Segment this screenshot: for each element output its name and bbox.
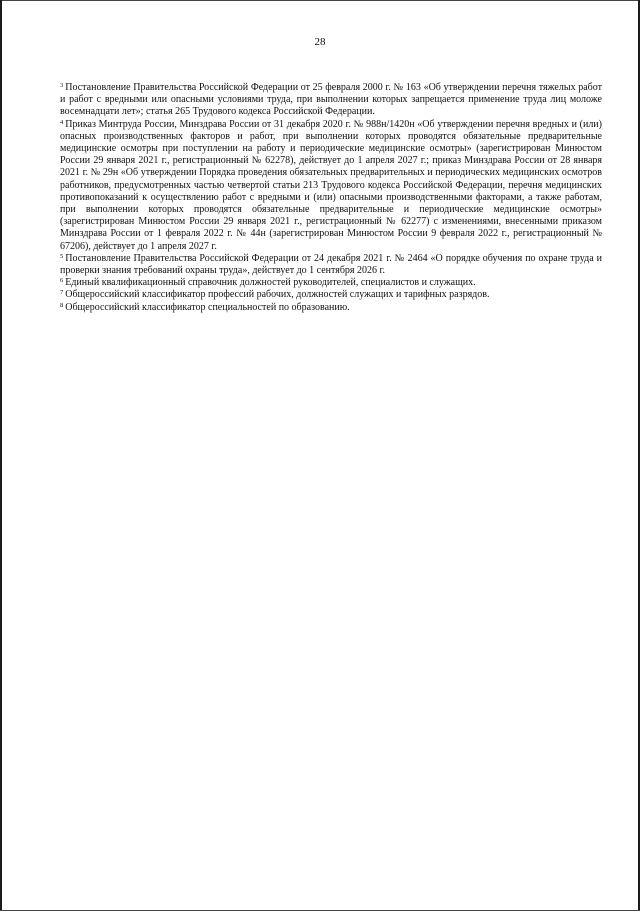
footnote-8 (60, 302, 602, 314)
scan-edge-left (0, 0, 2, 911)
footnote-3 (60, 82, 602, 119)
footnotes-section (60, 82, 602, 314)
footnote-text: Единый квалификационный справочник должностей руководителей, специалистов и служащих. (65, 277, 476, 289)
footnote-text: Приказ Минтруда России, Минздрава России от 31 декабря 2020 г. № 988н/1420н «Об утверждении перечня вредных и (или) опасных производственных факторов и работ, при выполнении которых проводятся обязательные предварительные медицинские осмотры при поступлении на работу и периодические медицинские осмотры» (зарегистрирован Минюстом России 29 января 2021 г., регистрационный № 62278), действует до 1 апреля 2027 г.; приказ Минздрава России от 28 января 2021 г. № 29н «Об утверждении Порядка проведения обязательных предварительных и периодических медицинских осмотров работников, предусмотренных частью четвертой статьи 213 Трудового кодекса Российской Федерации, перечня медицинских противопоказаний к осуществлению работ с вредными и (или) опасными производственными факторами, а также работам, при выполнении которых проводятся обязательные предварительные и периодические медицинские осмотры» (зарегистрирован Минюстом России 29 января 2021 г., регистрационный № 62277) с изменениями, внесенными приказом Минздрава России от 1 февраля 2022 г. № 44н (зарегистрирован Минюстом России 9 февраля 2022 г., регистрационный № 67206), действует до 1 апреля 2027 г. (60, 118, 602, 252)
footnote-text: Общероссийский классификатор специальностей по образованию. (65, 301, 350, 313)
footnote-marker: 7 (60, 289, 64, 297)
footnote-6 (60, 277, 602, 289)
footnote-4 (60, 119, 602, 253)
footnote-text: Постановление Правительства Российской Федерации от 25 февраля 2000 г. № 163 «Об утверждении перечня тяжелых работ и работ с вредными или опасными условиями труда, при выполнении которых запрещается применение труда лиц моложе восемнадцати лет»; статья 265 Трудового кодекса Российской Федерации. (60, 82, 602, 118)
footnote-marker: 6 (60, 277, 64, 285)
footnote-5 (60, 253, 602, 277)
footnote-7 (60, 289, 602, 301)
page-number: 28 (314, 36, 326, 48)
footnote-marker: 4 (60, 118, 64, 126)
footnote-marker: 8 (60, 301, 64, 309)
footnote-marker: 5 (60, 252, 64, 260)
footnote-text: Постановление Правительства Российской Федерации от 24 декабря 2021 г. № 2464 «О порядке обучения по охране труда и проверки знания требований охраны труда», действует до 1 сентября 2026 г. (60, 252, 602, 277)
scan-edge-top (0, 0, 640, 1)
footnote-text: Общероссийский классификатор профессий рабочих, должностей служащих и тарифных разрядов. (65, 289, 490, 301)
footnote-marker: 3 (60, 82, 64, 89)
